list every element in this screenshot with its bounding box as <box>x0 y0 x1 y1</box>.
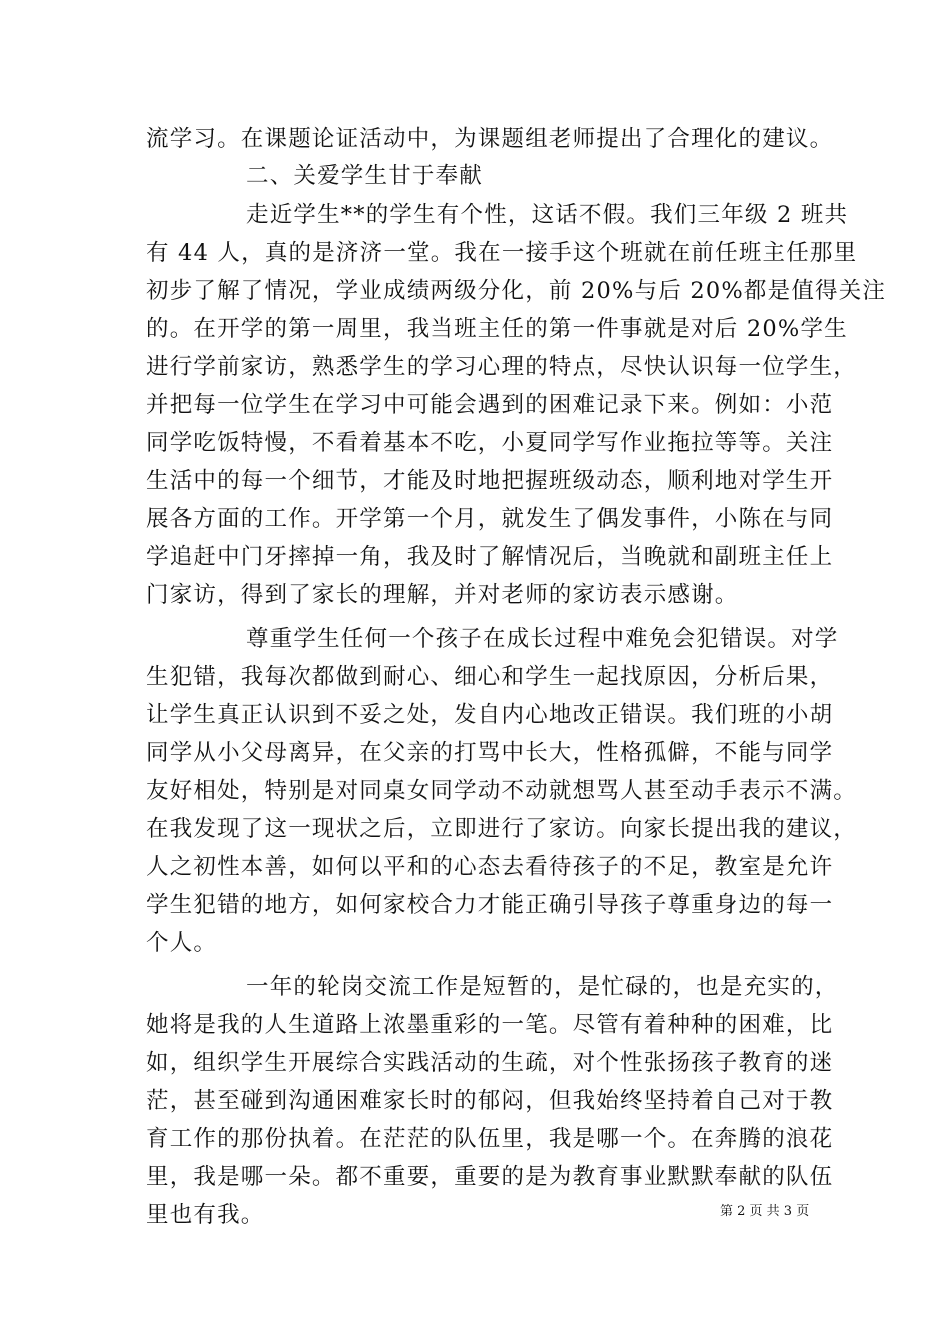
text-line: 同学吃饭特慢，不看着基本不吃，小夏同学写作业拖拉等等。关注 <box>146 430 834 456</box>
text-line: 门家访，得到了家长的理解，并对老师的家访表示感谢。 <box>146 582 739 608</box>
text-line: 学生犯错的地方，如何家校合力才能正确引导孩子尊重身边的每一 <box>146 892 834 918</box>
text-line: 生犯错，我每次都做到耐心、细心和学生一起找原因，分析后果， <box>146 664 834 690</box>
text-line: 流学习。在课题论证活动中，为课题组老师提出了合理化的建议。 <box>146 126 834 152</box>
text-line: 让学生真正认识到不妥之处，发自内心地改正错误。我们班的小胡 <box>146 702 834 728</box>
text-line: 人之初性本善，如何以平和的心态去看待孩子的不足，教室是允许 <box>146 854 834 880</box>
text-line: 育工作的那份执着。在茫茫的队伍里，我是哪一个。在奔腾的浪花 <box>146 1126 834 1152</box>
text-line: 里，我是哪一朵。都不重要，重要的是为教育事业默默奉献的队伍 <box>146 1164 834 1190</box>
text-line: 走近学生**的学生有个性，这话不假。我们三年级 2 班共 <box>246 202 849 228</box>
page-number: 第 2 页 共 3 页 <box>720 1204 810 1219</box>
text-line: 并把每一位学生在学习中可能会遇到的困难记录下来。例如：小范 <box>146 392 834 418</box>
text-line: 在我发现了这一现状之后，立即进行了家访。向家长提出我的建议， <box>146 816 858 842</box>
text-line: 有 44 人，真的是济济一堂。我在一接手这个班就在前任班主任那里 <box>146 240 858 266</box>
text-line: 生活中的每一个细节，才能及时地把握班级动态，顺利地对学生开 <box>146 468 834 494</box>
text-line: 的。在开学的第一周里，我当班主任的第一件事就是对后 20%学生 <box>146 316 848 342</box>
text-line: 茫，甚至碰到沟通困难家长时的郁闷，但我始终坚持着自己对于教 <box>146 1088 834 1114</box>
text-line: 展各方面的工作。开学第一个月，就发生了偶发事件，小陈在与同 <box>146 506 834 532</box>
text-line: 如，组织学生开展综合实践活动的生疏，对个性张扬孩子教育的迷 <box>146 1050 834 1076</box>
text-line: 学追赶中门牙摔掉一角，我及时了解情况后，当晚就和副班主任上 <box>146 544 834 570</box>
text-line: 个人。 <box>146 930 218 956</box>
text-line: 进行学前家访，熟悉学生的学习心理的特点，尽快认识每一位学生， <box>146 354 858 380</box>
section-heading: 二、关爱学生甘于奉献 <box>246 163 484 189</box>
text-line: 初步了解了情况，学业成绩两级分化，前 20%与后 20%都是值得关注 <box>146 278 887 304</box>
text-line: 她将是我的人生道路上浓墨重彩的一笔。尽管有着种种的困难，比 <box>146 1012 834 1038</box>
text-line: 里也有我。 <box>146 1202 265 1228</box>
text-line: 友好相处，特别是对同桌女同学动不动就想骂人甚至动手表示不满。 <box>146 778 858 804</box>
text-line: 尊重学生任何一个孩子在成长过程中难免会犯错误。对学 <box>246 626 839 652</box>
text-line: 同学从小父母离异，在父亲的打骂中长大，性格孤僻，不能与同学 <box>146 740 834 766</box>
text-line: 一年的轮岗交流工作是短暂的，是忙碌的，也是充实的， <box>246 974 839 1000</box>
